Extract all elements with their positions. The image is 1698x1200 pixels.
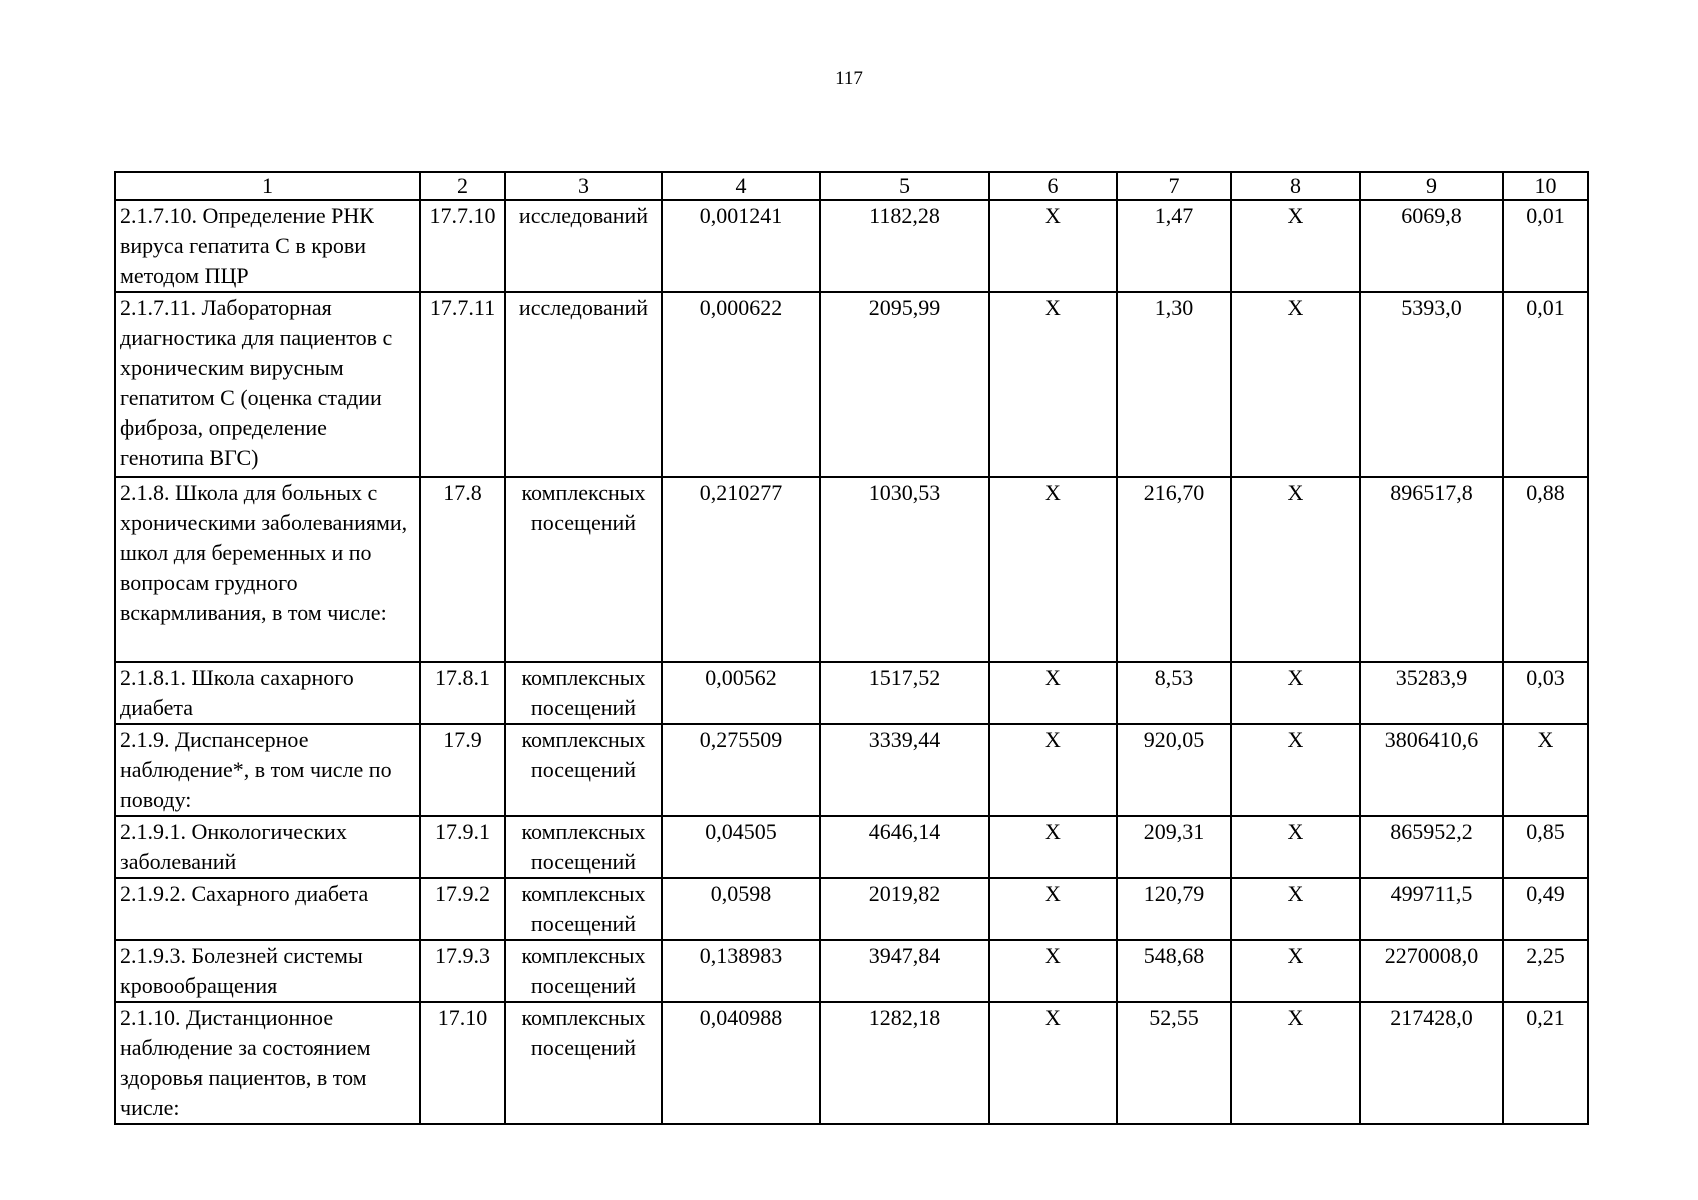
cell-col5: 3339,44 bbox=[820, 724, 989, 816]
row-unit: комплексных посещений bbox=[505, 878, 662, 940]
cell-col9: 3806410,6 bbox=[1360, 724, 1503, 816]
cell-col9: 5393,0 bbox=[1360, 292, 1503, 477]
row-name: 2.1.9.2. Сахарного диабета bbox=[115, 878, 420, 940]
cell-col4: 0,000622 bbox=[662, 292, 820, 477]
cell-col6: Х bbox=[989, 477, 1117, 662]
cell-col7: 1,30 bbox=[1117, 292, 1231, 477]
header-cell: 8 bbox=[1231, 172, 1360, 200]
cell-col7: 548,68 bbox=[1117, 940, 1231, 1002]
cell-col10: 0,49 bbox=[1503, 878, 1588, 940]
cell-col7: 216,70 bbox=[1117, 477, 1231, 662]
cell-col4: 0,001241 bbox=[662, 200, 820, 292]
header-cell: 2 bbox=[420, 172, 505, 200]
cell-col8: Х bbox=[1231, 940, 1360, 1002]
cell-col10: 0,21 bbox=[1503, 1002, 1588, 1124]
table-row bbox=[115, 292, 1588, 477]
table-row bbox=[115, 477, 1588, 662]
cell-col7: 920,05 bbox=[1117, 724, 1231, 816]
row-unit: исследований bbox=[505, 200, 662, 292]
row-code: 17.9 bbox=[420, 724, 505, 816]
row-unit: комплексных посещений bbox=[505, 662, 662, 724]
cell-col6: Х bbox=[989, 816, 1117, 878]
cell-col9: 35283,9 bbox=[1360, 662, 1503, 724]
cell-col4: 0,138983 bbox=[662, 940, 820, 1002]
cell-col9: 499711,5 bbox=[1360, 878, 1503, 940]
row-name: 2.1.8. Школа для больных с хроническими заболеваниями, школ для беременных и по вопросам грудного вскармливания, в том числе: bbox=[115, 477, 420, 662]
row-code: 17.9.2 bbox=[420, 878, 505, 940]
header-cell: 9 bbox=[1360, 172, 1503, 200]
row-code: 17.7.11 bbox=[420, 292, 505, 477]
cell-col8: Х bbox=[1231, 662, 1360, 724]
cell-col9: 2270008,0 bbox=[1360, 940, 1503, 1002]
row-name: 2.1.8.1. Школа сахарного диабета bbox=[115, 662, 420, 724]
cell-col8: Х bbox=[1231, 878, 1360, 940]
cell-col4: 0,00562 bbox=[662, 662, 820, 724]
row-unit: комплексных посещений bbox=[505, 477, 662, 662]
table-row bbox=[115, 940, 1588, 1002]
row-unit: комплексных посещений bbox=[505, 816, 662, 878]
table-row bbox=[115, 724, 1588, 816]
table-row bbox=[115, 200, 1588, 292]
row-unit: комплексных посещений bbox=[505, 1002, 662, 1124]
table-row bbox=[115, 662, 1588, 724]
cell-col7: 120,79 bbox=[1117, 878, 1231, 940]
row-unit: исследований bbox=[505, 292, 662, 477]
row-code: 17.9.1 bbox=[420, 816, 505, 878]
header-cell: 7 bbox=[1117, 172, 1231, 200]
row-name: 2.1.7.11. Лабораторная диагностика для пациентов с хроническим вирусным гепатитом С (оценка стадии фиброза, определение генотипа ВГС) bbox=[115, 292, 420, 477]
row-name: 2.1.9.3. Болезней системы кровообращения bbox=[115, 940, 420, 1002]
cell-col8: Х bbox=[1231, 816, 1360, 878]
cell-col5: 4646,14 bbox=[820, 816, 989, 878]
cell-col7: 209,31 bbox=[1117, 816, 1231, 878]
cell-col5: 1182,28 bbox=[820, 200, 989, 292]
row-code: 17.10 bbox=[420, 1002, 505, 1124]
header-cell: 3 bbox=[505, 172, 662, 200]
row-name: 2.1.7.10. Определение РНК вируса гепатита С в крови методом ПЦР bbox=[115, 200, 420, 292]
cell-col10: 0,88 bbox=[1503, 477, 1588, 662]
cell-col7: 8,53 bbox=[1117, 662, 1231, 724]
table-row bbox=[115, 878, 1588, 940]
cell-col4: 0,0598 bbox=[662, 878, 820, 940]
cell-col6: Х bbox=[989, 940, 1117, 1002]
cell-col5: 2019,82 bbox=[820, 878, 989, 940]
header-cell: 1 bbox=[115, 172, 420, 200]
table-row bbox=[115, 1002, 1588, 1124]
page-number: 117 bbox=[835, 68, 863, 89]
cell-col9: 865952,2 bbox=[1360, 816, 1503, 878]
cell-col10: 0,01 bbox=[1503, 292, 1588, 477]
cell-col5: 1282,18 bbox=[820, 1002, 989, 1124]
cell-col8: Х bbox=[1231, 477, 1360, 662]
cell-col10: 0,03 bbox=[1503, 662, 1588, 724]
cell-col10: 0,85 bbox=[1503, 816, 1588, 878]
data-table bbox=[114, 171, 1589, 1125]
row-code: 17.8.1 bbox=[420, 662, 505, 724]
cell-col4: 0,040988 bbox=[662, 1002, 820, 1124]
row-name: 2.1.10. Дистанционное наблюдение за состоянием здоровья пациентов, в том числе: bbox=[115, 1002, 420, 1124]
header-cell: 10 bbox=[1503, 172, 1588, 200]
header-cell: 5 bbox=[820, 172, 989, 200]
cell-col5: 3947,84 bbox=[820, 940, 989, 1002]
cell-col10: 2,25 bbox=[1503, 940, 1588, 1002]
cell-col8: Х bbox=[1231, 200, 1360, 292]
cell-col4: 0,275509 bbox=[662, 724, 820, 816]
cell-col7: 1,47 bbox=[1117, 200, 1231, 292]
cell-col7: 52,55 bbox=[1117, 1002, 1231, 1124]
row-name: 2.1.9.1. Онкологических заболеваний bbox=[115, 816, 420, 878]
cell-col6: Х bbox=[989, 724, 1117, 816]
row-code: 17.9.3 bbox=[420, 940, 505, 1002]
cell-col6: Х bbox=[989, 292, 1117, 477]
row-code: 17.7.10 bbox=[420, 200, 505, 292]
cell-col6: Х bbox=[989, 1002, 1117, 1124]
cell-col4: 0,210277 bbox=[662, 477, 820, 662]
cell-col5: 1517,52 bbox=[820, 662, 989, 724]
header-cell: 4 bbox=[662, 172, 820, 200]
cell-col10: 0,01 bbox=[1503, 200, 1588, 292]
cell-col8: Х bbox=[1231, 724, 1360, 816]
cell-col8: Х bbox=[1231, 1002, 1360, 1124]
row-name: 2.1.9. Диспансерное наблюдение*, в том числе по поводу: bbox=[115, 724, 420, 816]
cell-col4: 0,04505 bbox=[662, 816, 820, 878]
row-unit: комплексных посещений bbox=[505, 724, 662, 816]
row-code: 17.8 bbox=[420, 477, 505, 662]
cell-col9: 896517,8 bbox=[1360, 477, 1503, 662]
cell-col6: Х bbox=[989, 662, 1117, 724]
cell-col9: 217428,0 bbox=[1360, 1002, 1503, 1124]
table-row bbox=[115, 816, 1588, 878]
cell-col5: 2095,99 bbox=[820, 292, 989, 477]
cell-col8: Х bbox=[1231, 292, 1360, 477]
header-cell: 6 bbox=[989, 172, 1117, 200]
cell-col9: 6069,8 bbox=[1360, 200, 1503, 292]
header-row bbox=[115, 172, 1588, 200]
cell-col6: Х bbox=[989, 878, 1117, 940]
cell-col10: Х bbox=[1503, 724, 1588, 816]
cell-col5: 1030,53 bbox=[820, 477, 989, 662]
row-unit: комплексных посещений bbox=[505, 940, 662, 1002]
cell-col6: Х bbox=[989, 200, 1117, 292]
